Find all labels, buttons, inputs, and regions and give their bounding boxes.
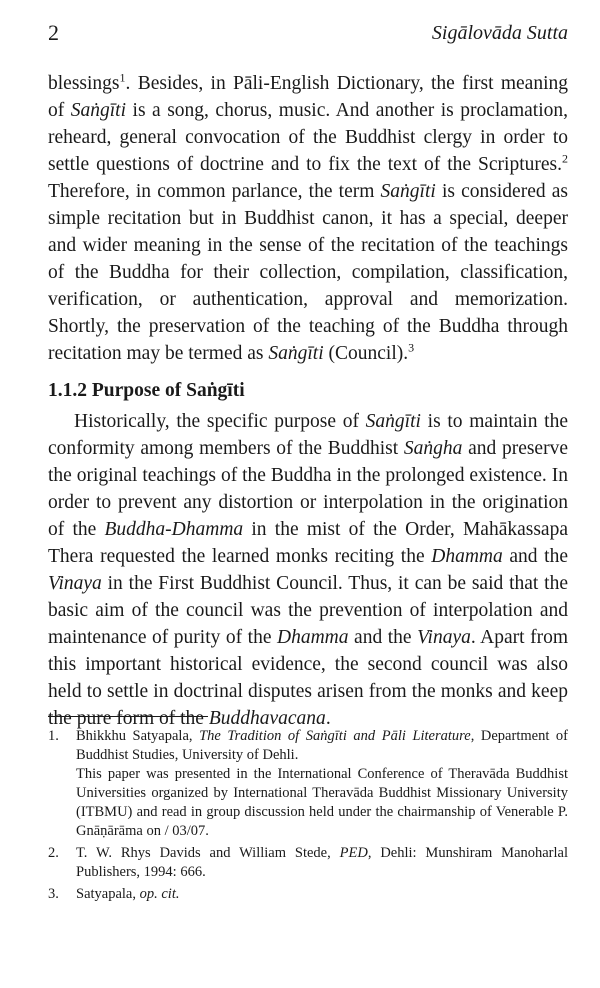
footnote-divider — [48, 716, 208, 717]
italic-term: The Tradition of Saṅgīti and Pāli Literature — [199, 728, 471, 744]
section-heading: 1.1.2 Purpose of Saṅgīti — [48, 380, 245, 401]
footnote-line — [76, 765, 568, 841]
text-run: . — [325, 708, 331, 729]
text-run: . Besides, in Pāli-English Dictionary, the first meaning of — [48, 73, 568, 121]
italic-term: Saṅgīti — [70, 100, 127, 121]
italic-term: Buddha-Dhamma — [104, 519, 244, 540]
running-title: Sigālovāda Sutta — [431, 22, 568, 44]
page-number: 2 — [48, 20, 59, 45]
paragraph-1 — [48, 70, 568, 367]
text-run: This paper was presented in the International Conference of Theravāda Buddhist Universities organized by International Theravāda Buddhist Missionary University (ITBMU) and read in group discussion held under the chairmanship of Venerable P. Gnāṇārāma on / 03/07. — [76, 766, 568, 839]
footnote-line — [76, 844, 568, 882]
text-run: T. W. Rhys Davids and William Stede, — [76, 845, 340, 861]
italic-term: Saṅgha — [403, 438, 463, 459]
text-run: Satyapala, — [76, 886, 140, 902]
footnote-ref: 2 — [562, 151, 568, 166]
footnote-line — [76, 885, 568, 904]
text-run: blessings — [48, 73, 120, 94]
footnote-3 — [48, 885, 568, 904]
paragraph-2 — [48, 408, 568, 732]
text-run: , Dehli: Munshiram Manoharlal Publishers, 1994: 666. — [76, 845, 569, 880]
text-run: Historically, the specific purpose of — [74, 411, 366, 432]
italic-term: Dhamma — [431, 546, 503, 567]
text-run: . Apart from this important historical evidence, the second council was also held to settle in doctrinal disputes arisen from the monks and keep the pure form of the — [48, 627, 568, 729]
italic-term: Buddhavacana — [208, 708, 326, 729]
footnotes — [48, 727, 568, 907]
text-run: is to maintain the conformity among members of the Buddhist — [48, 411, 569, 459]
footnote-number: 2. — [48, 845, 59, 861]
footnote-number: 1. — [48, 728, 59, 744]
footnote-number: 3. — [48, 886, 59, 902]
italic-term: Saṅgīti — [380, 181, 436, 202]
italic-term: op. cit. — [139, 886, 180, 902]
text-run: is a song, chorus, music. And another is proclamation, reheard, general convocation of the Buddhist clergy in order to settle questions of doctrine and to fix the text of the Scriptures. — [48, 100, 568, 175]
main-text — [48, 70, 568, 732]
text-run: and the — [348, 627, 418, 648]
footnote-line — [76, 727, 568, 765]
italic-term: PED — [339, 845, 368, 861]
footnote-ref: 1 — [119, 70, 126, 85]
page-header — [48, 20, 568, 50]
text-run: and preserve the original teachings of the Buddha in the prolonged existence. In order to prevent any distortion or interpolation in the origination of the — [48, 438, 568, 540]
italic-term: Saṅgīti — [365, 411, 421, 432]
text-run: Bhikkhu Satyapala, — [76, 728, 200, 744]
text-run: (Council). — [323, 343, 409, 364]
text-run: , Department of Buddhist Studies, University of Dehli. — [76, 728, 568, 763]
italic-term: Dhamma — [277, 627, 349, 648]
text-run: in the mist of the Order, Mahākassapa Thera requested the learned monks reciting the — [48, 519, 568, 567]
text-run: and the — [502, 546, 569, 567]
text-run: is considered as simple recitation but in Buddhist canon, it has a special, deeper and wider meaning in the sense of the recitation of the teachings of the Buddha for their collection, compilation, classification, verification, or authentication, approval and memorization. Shortly, the preservation of the teaching of the Buddha through recitation may be termed as — [48, 181, 568, 364]
text-run: in the First Buddhist Council. Thus, it can be said that the basic aim of the council was the prevention of interpolation and maintenance of purity of the — [48, 573, 568, 648]
italic-term: Vinaya — [48, 573, 102, 594]
italic-term: Vinaya — [417, 627, 471, 648]
footnote-2 — [48, 844, 568, 882]
footnote-ref: 3 — [408, 340, 415, 355]
footnote-1 — [48, 727, 568, 841]
italic-term: Saṅgīti — [268, 343, 324, 364]
text-run: Therefore, in common parlance, the term — [48, 181, 381, 202]
